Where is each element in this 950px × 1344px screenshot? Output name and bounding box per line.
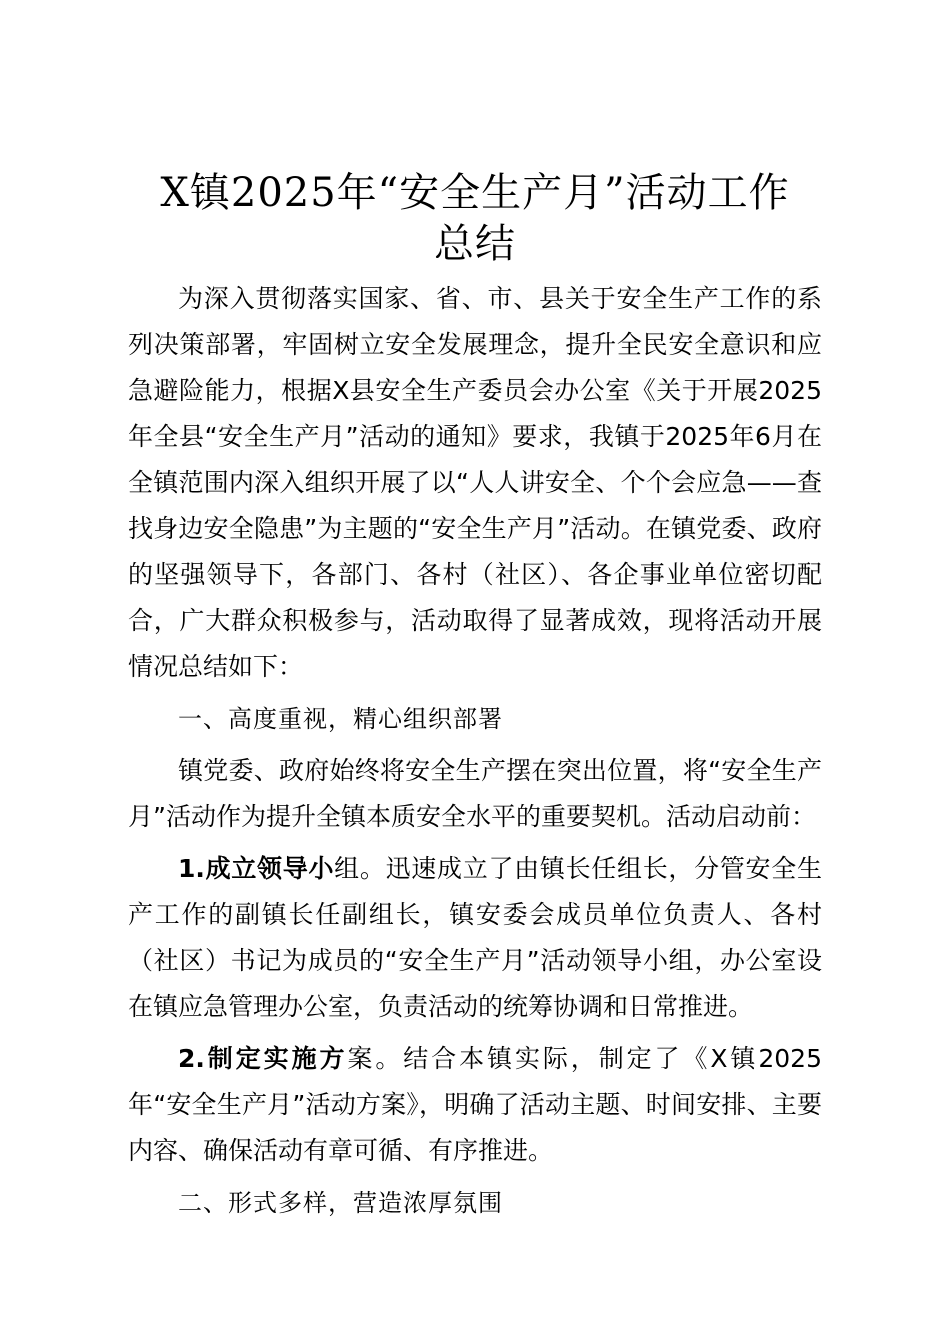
section-1-paragraph: 镇党委、政府始终将安全生产摆在突出位置，将“安全生产月”活动作为提升全镇本质安全水平的重要契机。活动启动前： — [128, 756, 822, 831]
item-2-paragraph — [128, 1036, 822, 1174]
title-line-1: X镇2025年“安全生产月”活动工作 — [160, 170, 790, 216]
item-2-text: 案。结合本镇实际，制定了《X镇2025年“安全生产月”活动方案》，明确了活动主题、时间安排、主要内容、确保活动有章可循、有序推进。 — [128, 1044, 822, 1165]
intro-paragraph: 为深入贯彻落实国家、省、市、县关于安全生产工作的系列决策部署，牢固树立安全发展理念，提升全民安全意识和应急避险能力，根据X县安全生产委员会办公室《关于开展2025年全县“安全生产月”活动的通知》要求，我镇于2025年6月在全镇范围内深入组织开展了以“人人讲安全、个个会应急——查找身边安全隐患”为主题的“安全生产月”活动。在镇党委、政府的坚强领导下，各部门、各村（社区）、各企事业单位密切配合，广大群众积极参与，活动取得了显著成效，现将活动开展情况总结如下： — [128, 284, 822, 681]
title-line-2: 总结 — [434, 221, 516, 267]
section-1-heading: 一、高度重视，精心组织部署 — [178, 705, 503, 733]
section-2-heading: 二、形式多样，营造浓厚氛围 — [178, 1189, 503, 1217]
item-1-paragraph — [128, 846, 822, 1030]
document-title — [120, 168, 830, 270]
document-body — [128, 276, 822, 1232]
item-1-lead: 1.成立领导小 — [178, 854, 335, 883]
item-1-text: 组。迅速成立了由镇长任组长，分管安全生产工作的副镇长任副组长，镇安委会成员单位负责人、各村（社区）书记为成员的“安全生产月”活动领导小组，办公室设在镇应急管理办公室，负责活动的统筹协调和日常推进。 — [128, 854, 822, 1021]
item-2-lead: 2.制定实施方 — [178, 1044, 348, 1073]
